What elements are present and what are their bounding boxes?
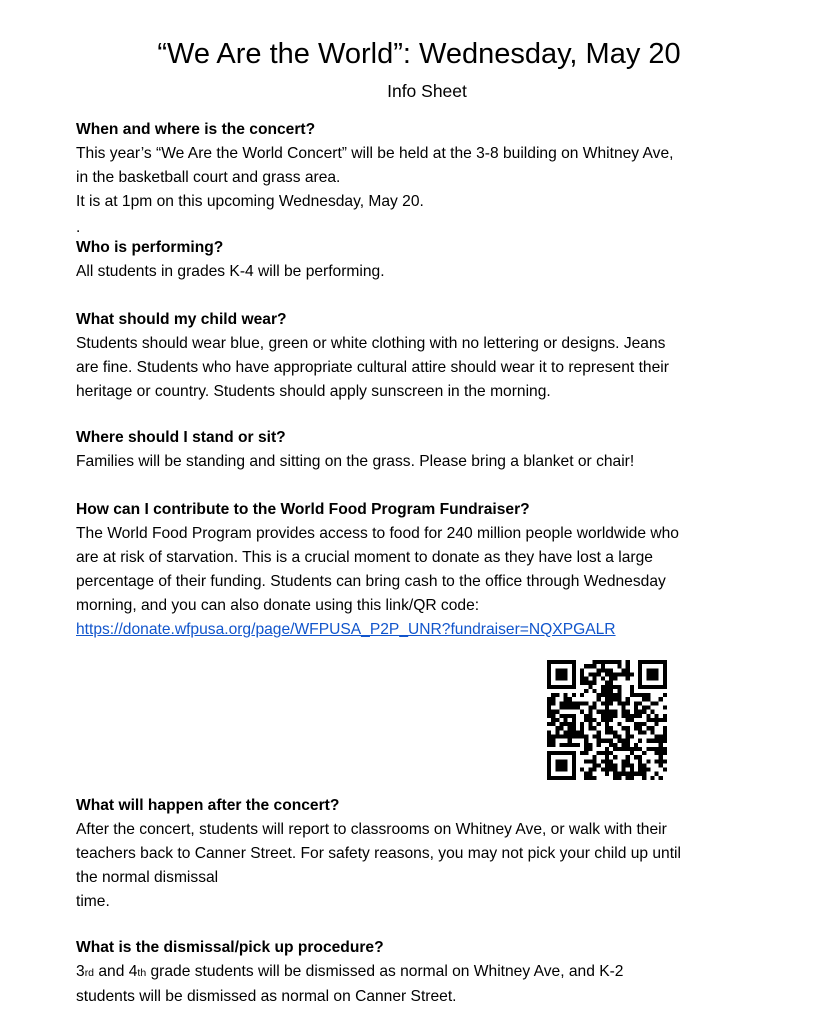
paragraph-line: students will be dismissed as normal on Canner Street. <box>76 988 457 1005</box>
section-heading: Where should I stand or sit? <box>76 429 286 446</box>
grade-number: 4 <box>128 963 138 980</box>
paragraph-line: percentage of their funding. Students can bring cash to the office through Wednesday <box>76 573 666 590</box>
paragraph-line: morning, and you can also donate using this link/QR code: <box>76 597 480 614</box>
section-when-where <box>76 118 796 240</box>
section-heading: What will happen after the concert? <box>76 797 340 814</box>
paragraph-line: in the basketball court and grass area. <box>76 169 341 186</box>
paragraph-line: heritage or country. Students should apply sunscreen in the morning. <box>76 383 551 400</box>
paragraph-line: All students in grades K-4 will be performing. <box>76 263 385 280</box>
paragraph-line: time. <box>76 893 110 910</box>
paragraph-line: After the concert, students will report to classrooms on Whitney Ave, or walk with their <box>76 821 667 838</box>
paragraph-line: It is at 1pm on this upcoming Wednesday, May 20. <box>76 193 424 210</box>
section-heading: What should my child wear? <box>76 311 287 328</box>
paragraph-line: Students should wear blue, green or white clothing with no lettering or designs. Jeans <box>76 335 666 352</box>
section-stand-sit <box>76 426 796 474</box>
grade-number: 3 <box>76 963 85 980</box>
text-fragment: grade students will be dismissed as normal on Whitney Ave, and K-2 <box>146 963 624 980</box>
paragraph-line: The World Food Program provides access to food for 240 million people worldwide who <box>76 525 679 542</box>
paragraph-line: are at risk of starvation. This is a crucial moment to donate as they have lost a large <box>76 549 653 566</box>
section-heading: What is the dismissal/pick up procedure? <box>76 939 384 956</box>
ordinal-suffix: rd <box>84 967 95 979</box>
ordinal-suffix: th <box>137 967 147 979</box>
section-who-performing <box>76 236 796 284</box>
section-what-wear <box>76 308 796 404</box>
section-fundraiser <box>76 498 796 642</box>
text-fragment: and <box>94 963 129 980</box>
section-dismissal <box>76 936 796 1009</box>
paragraph-line: are fine. Students who have appropriate cultural attire should wear it to represent their <box>76 359 669 376</box>
donation-link[interactable]: https://donate.wfpusa.org/page/WFPUSA_P2P_UNR?fundraiser=NQXPGALR <box>76 621 616 638</box>
stray-dot: . <box>76 219 81 236</box>
paragraph-line: Families will be standing and sitting on the grass. Please bring a blanket or chair! <box>76 453 635 470</box>
page-title: “We Are the World”: Wednesday, May 20 <box>157 38 681 70</box>
paragraph-line <box>76 960 796 985</box>
paragraph-line: the normal dismissal <box>76 869 219 886</box>
page-subtitle: Info Sheet <box>387 81 467 101</box>
paragraph-line: This year’s “We Are the World Concert” will be held at the 3-8 building on Whitney Ave, <box>76 145 674 162</box>
qr-code-icon[interactable] <box>547 660 667 780</box>
section-heading: How can I contribute to the World Food Program Fundraiser? <box>76 501 530 518</box>
section-after-concert <box>76 794 796 914</box>
section-heading: When and where is the concert? <box>76 121 316 138</box>
section-heading: Who is performing? <box>76 239 224 256</box>
paragraph-line: teachers back to Canner Street. For safety reasons, you may not pick your child up until <box>76 845 681 862</box>
